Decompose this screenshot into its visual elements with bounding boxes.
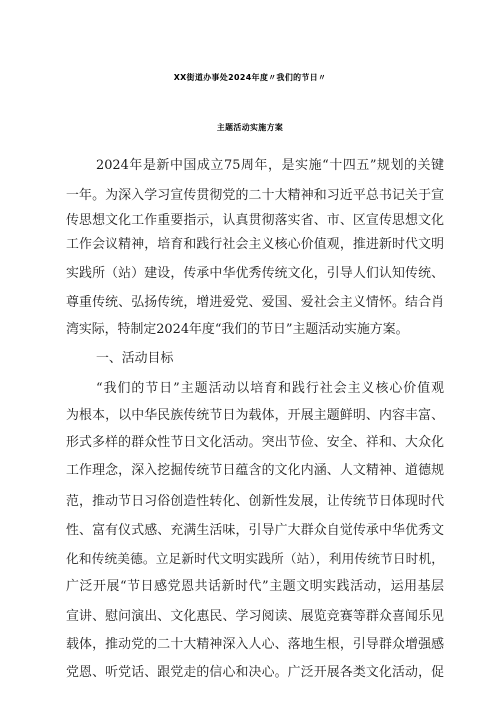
paragraph-line: 湾实际，特制定2024年度“我们的节日”主题活动实施方案。 bbox=[66, 322, 409, 337]
paragraph-line: 一年。为深入学习宣传贯彻党的二十大精神和习近平总书记关于宣 bbox=[66, 188, 444, 203]
paragraph-line: 工作会议精神，培育和践行社会主义核心价值观，推进新时代文明 bbox=[66, 237, 444, 252]
paragraph-line: “我们的节日”主题活动以培育和践行社会主义核心价值观 bbox=[96, 381, 444, 396]
section-heading: 一、活动目标 bbox=[96, 351, 174, 366]
paragraph-line: 性、富有仪式感、充满生活味，引导广大群众自觉传承中华优秀文 bbox=[66, 523, 444, 538]
paragraph-line: 为根本，以中华民族传统节日为载体，开展主题鲜明、内容丰富、 bbox=[66, 408, 444, 423]
paragraph-line: 传思想文化工作重要指示，认真贯彻落实省、市、区宣传思想文化 bbox=[66, 213, 444, 228]
paragraph-line: 形式多样的群众性节日文化活动。突出节俭、安全、祥和、大众化 bbox=[66, 435, 444, 450]
paragraph-line: 广泛开展“节日感党恩共话新时代”主题文明实践活动，运用基层 bbox=[66, 579, 444, 594]
paragraph-line: 尊重传统、弘扬传统，增进爱党、爱国、爱社会主义情怀。结合肖 bbox=[66, 295, 444, 310]
paragraph-line: 2024年是新中国成立75周年，是实施“十四五”规划的关键 bbox=[96, 158, 444, 173]
paragraph-line: 宣讲、慰问演出、文化惠民、学习阅读、展览竞赛等群众喜闻乐见 bbox=[66, 609, 444, 624]
paragraph-line: 工作理念，深入挖掘传统节日蕴含的文化内涵、人文精神、道德规 bbox=[66, 463, 444, 478]
document-title-line-1: XX街道办事处2024年度〃我们的节日〃 bbox=[173, 73, 327, 82]
paragraph-line: 党恩、听党话、跟党走的信心和决心。广泛开展各类文化活动，促 bbox=[66, 665, 444, 680]
document-title-line-2: 主题活动实施方案 bbox=[216, 123, 284, 132]
paragraph-line: 实践所（站）建设，传承中华优秀传统文化，引导人们认知传统、 bbox=[66, 266, 444, 281]
paragraph-line: 化和传统美德。立足新时代文明实践所（站），利用传统节日时机， bbox=[66, 551, 444, 566]
paragraph-line: 载体，推动党的二十大精神深入人心、落地生根，引导群众增强感 bbox=[66, 637, 444, 652]
paragraph-line: 范，推动节日习俗创造性转化、创新性发展，让传统节日体现时代 bbox=[66, 494, 444, 509]
